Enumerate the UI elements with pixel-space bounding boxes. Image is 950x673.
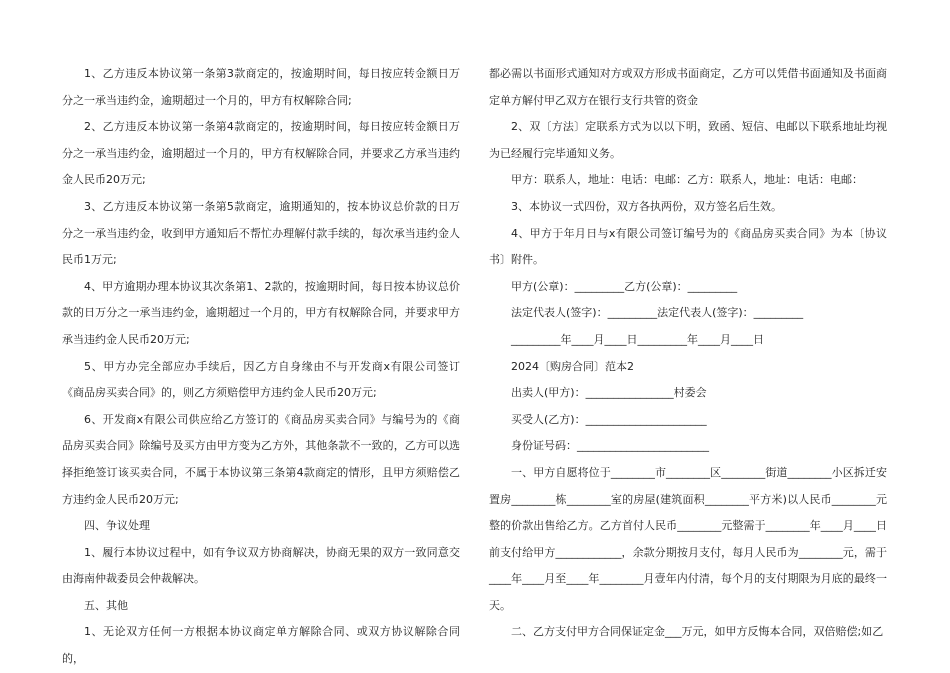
signature-line: 法定代表人(签字)：_________法定代表人(签字)：_________ [511,306,804,320]
id-number-line: 身份证号码：________________________ [511,439,709,453]
right-paragraph-1: 都必需以书面形式通知对方或双方形成书面商定，乙方可以凭借书面通知及书面商定单方解付甲乙双方在银行支行共管的资金 [489,67,887,107]
left-paragraph-2: 2、乙方违反本协议第一条第4款商定的，按逾期时间，每日按应转金额日万分之一承当违约金，逾期超过一个月的，甲方有权解除合同，并要求乙方承当违约金人民币20万元; [62,120,460,187]
left-column [62,61,460,673]
left-paragraph-4: 4、甲方逾期办理本协议其次条第1、2款的，按逾期时间，每日按本协议总价款的日万分之一承当违约金，逾期超过一个月的，甲方有权解除合同，并要求甲方承当违约金人民币20万元; [62,279,460,346]
left-paragraph-8: 1、履行本协议过程中，如有争议双方协商解决，协商无果的双方一致同意交由海南仲裁委员会仲裁解决。 [62,545,460,586]
left-paragraph-3: 3、乙方违反本协议第一条第5款商定，逾期通知的，按本协议总价款的日万分之一承当违约金，收到甲方通知后不帮忙办理解付款手续的，每次承当违约金人民币1万元; [62,199,460,267]
left-paragraph-10: 1、无论双方任何一方根据本协议商定单方解除合同、或双方协议解除合同的， [62,625,460,666]
left-paragraph-6: 6、开发商x有限公司供应给乙方签订的《商品房买卖合同》与编号为的《商品房买卖合同》除编号及买方由甲方变为乙方外，其他条款不一致的，乙方可以选择拒绝签订该买卖合同，不属于本协议第三条第4款商定的情形，且甲方须赔偿乙方违约金人民币20万元; [62,412,460,506]
clause-one: 一、甲方自愿将位于________市________区________街道________小区拆迁安置房________栋________室的房屋(建筑面积________平方米)以人民币________元整的价款出售给乙方。乙方首付人民币________元整需于________年____月____日前支付给甲方____________，余款分期按月支付，每月人民币为________元，需于____年____月至____年________月壹年内付清，每个月的支付期限为月底的最终一天。 [489,465,887,612]
seal-line: 甲方(公章)：_________乙方(公章)：_________ [511,279,738,293]
clause-two: 二、乙方支付甲方合同保证定金___万元，如甲方反悔本合同，双倍赔偿;如乙 [511,625,884,639]
section-heading-dispute: 四、争议处理 [84,519,150,533]
right-column [489,61,887,646]
template-title: 2024〔购房合同〕范本2 [511,359,634,373]
left-paragraph-5: 5、甲方办完全部应办手续后，因乙方自身缘由不与开发商x有限公司签订《商品房买卖合同》的，则乙方须赔偿甲方违约金人民币20万元; [62,359,460,400]
date-line: _________年____月____日_________年____月____日 [511,332,764,346]
right-paragraph-2: 2、双〔方法〕定联系方式为以以下明，致函、短信、电邮以下联系地址均视为已经履行完毕通知义务。 [489,120,887,160]
seller-line: 出卖人(甲方)：________________村委会 [511,386,707,400]
right-paragraph-4: 3、本协议一式四份，双方各执两份，双方签名后生效。 [511,199,782,213]
buyer-line: 买受人(乙方)：______________________ [511,412,707,426]
right-paragraph-5: 4、甲方于年月日与x有限公司签订编号为的《商品房买卖合同》为本〔协议书〕附件。 [489,226,887,267]
section-heading-other: 五、其他 [84,598,128,612]
left-paragraph-1: 1、乙方违反本协议第一条第3款商定的，按逾期时间，每日按应转金额日万分之一承当违约金，逾期超过一个月的，甲方有权解除合同; [62,67,460,107]
contact-info-line: 甲方：联系人，地址：电话：电邮：乙方：联系人，地址：电话：电邮： [511,173,863,187]
